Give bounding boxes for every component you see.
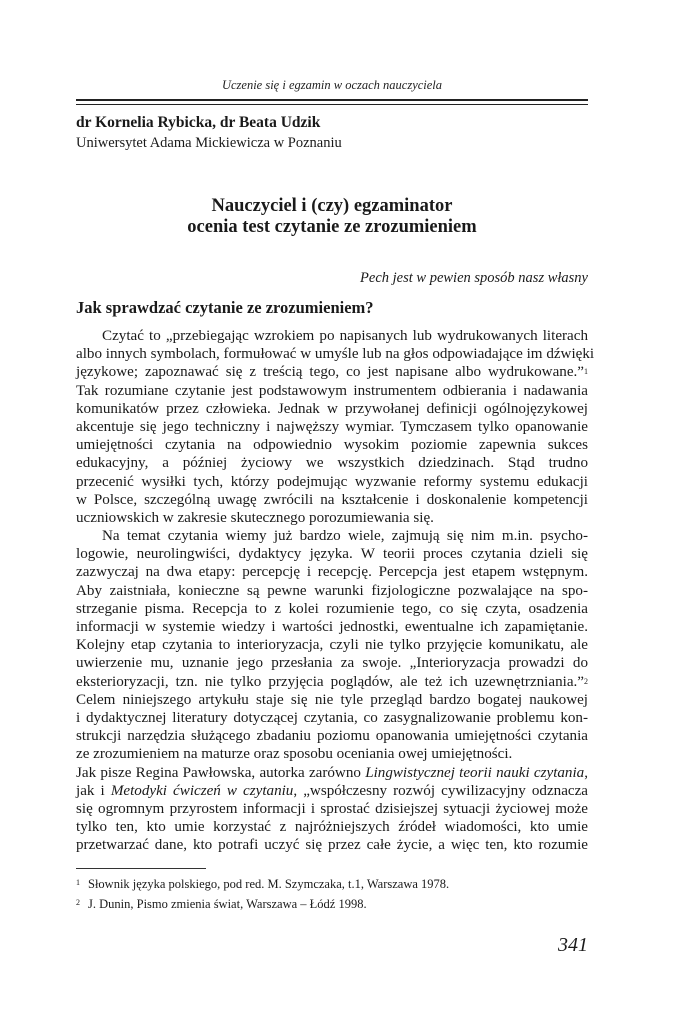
text-line: albo innych symbolach, formułować w umyśle lub na głos odpowiadające im dźwięki (76, 346, 595, 363)
text-line: uczniowskich w zakresie skutecznego porozumiewania się. (76, 509, 434, 526)
text-line: uwierzenie mu, uznanie jego przesłania za swoje. „Interioryzacja prowadzi do (76, 655, 588, 672)
text-line: i dydaktycznej literatury dotyczącej czytania, co zasygnalizowanie problemu kon- (76, 709, 588, 726)
text-line: Celem niniejszego artykułu staje się nie tyle przegląd bardzo bogatej naukowej (76, 691, 588, 708)
text-line: komunikatów przez człowieka. Jednak w przywołanej definicji ogólnojęzykowej (76, 400, 588, 417)
text-line: językowe; zapoznawać się z treścią tego, co jest napisane albo wydrukowane.”$^1$ (76, 364, 588, 381)
text-line: Aby zaistniała, konieczne są pewne warunki fizjologiczne pozwalające na spo- (76, 582, 588, 599)
footnote-ref: 1 (584, 367, 588, 377)
text-line: Kolejny etap czytania to interioryzacja, czyli nie tylko przyjęcie komunikatu, ale (76, 637, 588, 654)
text-line: edukacyjny, a później życiowy we wszystkich dziedzinach. Stąd trudno (76, 455, 588, 472)
text-line: ze zrozumieniem na maturze oraz sposobu oceniania owej umiejętności. (76, 746, 513, 763)
section-heading: Jak sprawdzać czytanie ze zrozumieniem? (76, 298, 374, 317)
running-head: Uczenie się i egzamin w oczach nauczyciela (221, 78, 443, 92)
text-line: przecenić wysiłki tych, którzy podejmując wyzwanie reformy systemu edukacji (76, 473, 588, 490)
text-line: w Polsce, szczególną uwagę zwrócili na kształcenie i doskonalenie kompetencji (76, 491, 588, 508)
body-text (76, 327, 595, 854)
text-line: Na temat czytania wiemy już bardzo wiele, zajmują się nim m.in. psycho- (102, 528, 588, 545)
text-line: strzeganie pisma. Recepcja to z kolei rozumienie tego, co się czyta, osadzenia (76, 600, 588, 617)
footnote-rule (76, 868, 206, 869)
text-line: logowie, neurolingwiści, dydaktycy języka. W teorii proces czytania dzieli się (76, 546, 588, 563)
title-line-1: Nauczyciel i (czy) egzaminator (211, 196, 453, 216)
footnote-ref: 2 (584, 676, 588, 686)
text-line: przetwarzać dane, kto potrafi uczyć się przez całe życie, a więc ten, kto rozumie (76, 837, 588, 854)
document-page (76, 0, 595, 1024)
header-rule-thick (76, 99, 588, 101)
text-line: tylko ten, kto umie korzystać z najróżniejszych źródeł wiadomości, kto umie (76, 819, 588, 836)
text-line: eksterioryzacji, tzn. nie tylko przyjęcia poglądów, ale też ich uzewnętrzniania.”$^2$ (76, 673, 588, 690)
article-title (76, 196, 588, 238)
footnote-1: $^1$ Słownik języka polskiego, pod red. M. Szymczaka, t.1, Warszawa 1978. (76, 877, 450, 891)
text-line: Jak pisze Regina Pawłowska, autorka zarówno Lingwistycznej teorii nauki czytania, (76, 764, 588, 781)
text-line: zazwyczaj na dwa etapy: percepcję i recepcję. Percepcja jest etapem wstępnym. (76, 564, 588, 581)
text-line: umiejętności czytania na odpowiednio wysokim poziomie zapewnia sukces (76, 437, 588, 454)
authors: dr Kornelia Rybicka, dr Beata Udzik (76, 114, 321, 131)
text-line: Czytać to „przebiegając wzrokiem po napisanych lub wydrukowanych literach (102, 328, 588, 344)
text-line: informacji w systemie wiedzy i wartości jednostki, ewentualne ich zapamiętanie. (76, 619, 588, 635)
page-number: 341 (558, 934, 588, 956)
text-line: jak i Metodyki ćwiczeń w czytaniu, „współczesny rozwój cywilizacyjny odznacza (76, 782, 588, 799)
affiliation: Uniwersytet Adama Mickiewicza w Poznaniu (76, 135, 342, 151)
text-line: strukcji narzędzia służącego zbadaniu poziomu opanowania umiejętności czytania (76, 728, 588, 745)
text-line: się ogromnym przyrostem informacji i sprostać dzisiejszej sytuacji życiowej może (76, 800, 588, 817)
text-line: akcentuje się jego techniczny i najwęższy wymiar. Tymczasem tylko opanowanie (76, 418, 588, 435)
title-line-2: ocenia test czytanie ze zrozumieniem (187, 217, 477, 237)
header-rule-thin (76, 104, 588, 105)
footnote-2: $^2$ J. Dunin, Pismo zmienia świat, Warszawa – Łódź 1998. (76, 897, 367, 911)
text-line: Tak rozumiane czytanie jest podstawowym instrumentem odbierania i nadawania (76, 382, 588, 399)
epigraph: Pech jest w pewien sposób nasz własny (360, 270, 588, 286)
